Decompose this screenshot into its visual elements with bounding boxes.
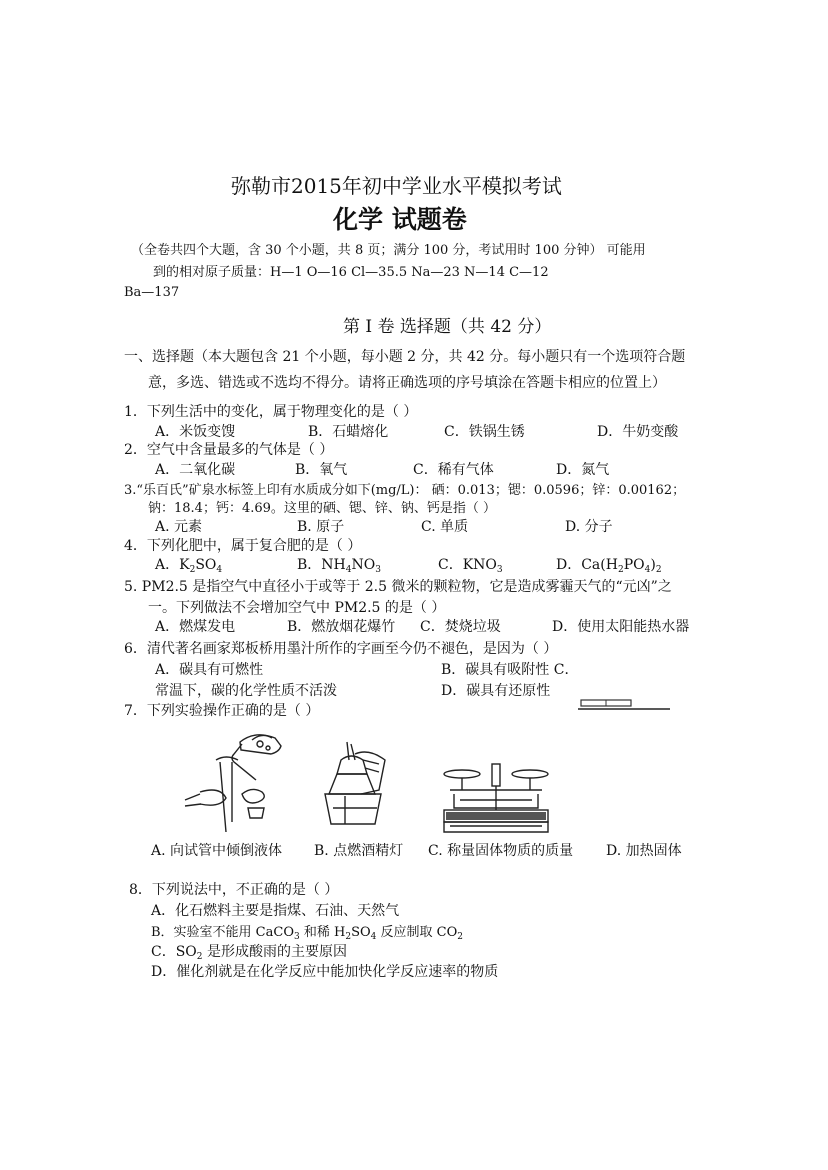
q5-option-d: D．使用太阳能热水器	[552, 619, 690, 635]
q8-b-mid3: 反应制取 CO	[376, 925, 458, 940]
q6-option-a: A．碳具有可燃性	[155, 662, 264, 678]
q2-option-b: B．氧气	[295, 462, 348, 478]
q7-option-a: A. 向试管中倾倒液体	[151, 843, 283, 859]
q4-b-sub1: 4	[345, 565, 352, 575]
q6-option-c: 常温下，碳的化学性质不活泼	[155, 683, 337, 699]
exam-note: （全卷共四个大题，含 30 个小题，共 8 页；满分 100 分，考试用时 100 分钟） 可能用	[131, 243, 646, 258]
q3-option-b: B. 原子	[297, 519, 345, 535]
q3-option-a: A. 元素	[155, 519, 203, 535]
q3-option-d: D. 分子	[565, 519, 613, 535]
q8-option-d: D．催化剂就是在化学反应中能加快化学反应速率的物质	[151, 964, 499, 980]
q1-option-a: A．米饭变馊	[155, 424, 236, 440]
q8-option-a: A．化石燃料主要是指煤、石油、天然气	[151, 903, 400, 919]
atomic-mass-line1: 到的相对原子质量：H—1 O—16 Cl—35.5 Na—23 N—14 C—12	[153, 265, 549, 280]
q8-b-mid2: SO	[351, 925, 371, 940]
q8-stem: 8．下列说法中，不正确的是（ ）	[129, 882, 339, 898]
q5-option-b: B．燃放烟花爆竹	[287, 619, 396, 635]
q4-a-mid: SO	[195, 557, 217, 573]
q4-a-text: A．K	[155, 557, 190, 573]
q8-c-text: C．SO	[151, 944, 197, 960]
pouring-liquid-figure	[180, 722, 290, 832]
q6-option-b: B．碳具有吸附性 C．	[441, 662, 579, 678]
q7-option-b: B. 点燃酒精灯	[314, 843, 404, 859]
q1-option-c: C．铁锅生锈	[444, 424, 525, 440]
q4-b-sub2: 3	[375, 565, 381, 575]
q2-option-c: C．稀有气体	[413, 462, 494, 478]
q3-stem-line1: 3.“乐百氏”矿泉水标签上印有水质成分如下(mg/L)： 硒：0.013；锶：0.0596；锌：0.00162；	[124, 483, 686, 498]
alcohol-lamp-figure	[315, 738, 395, 830]
q4-a-sub2: 4	[216, 565, 223, 575]
q7-option-c: C. 称量固体物质的质量	[428, 843, 574, 859]
q4-option-d	[556, 554, 662, 575]
q8-option-b	[151, 921, 463, 942]
q1-stem: 1．下列生活中的变化，属于物理变化的是（ ）	[124, 404, 418, 420]
q5-stem-line2: 一。下列做法不会增加空气中 PM2.5 的是（ ）	[148, 600, 446, 616]
q4-b-mid: NO	[351, 557, 376, 573]
q8-option-c	[151, 941, 347, 962]
q6-stem: 6．清代著名画家郑板桥用墨汁所作的字画至今仍不褪色，是因为（ ）	[124, 641, 558, 657]
q1-option-d: D．牛奶变酸	[597, 424, 679, 440]
scan-artifact	[578, 696, 672, 714]
q4-c-sub: 3	[496, 565, 503, 575]
q2-option-a: A．二氧化碳	[155, 462, 236, 478]
q8-b-sub1: 3	[294, 932, 300, 942]
q5-stem-line1: 5. PM2.5 是指空气中直径小于或等于 2.5 微米的颗粒物，它是造成雾霾天气的“元凶”之	[124, 579, 672, 595]
section-intro-line1: 一、选择题（本大题包含 21 个小题，每小题 2 分，共 42 分。每小题只有一个选项符合题	[124, 349, 686, 365]
q8-c-post: 是形成酸雨的主要原因	[202, 944, 347, 960]
q8-b-sub3: 4	[370, 932, 377, 942]
balance-scale-figure	[440, 760, 552, 838]
q8-b-text: B．实验室不能用 CaCO	[151, 925, 294, 940]
section-title: 第 I 卷 选择题（共 42 分）	[343, 317, 552, 337]
section-intro-line2: 意，多选、错选或不选均不得分。请将正确选项的序号填涂在答题卡相应的位置上）	[148, 375, 666, 391]
q4-d-sub3: 2	[655, 565, 662, 575]
q8-b-sub4: 2	[457, 932, 463, 942]
q4-d-end: )	[650, 557, 656, 573]
q7-option-d: D. 加热固体	[606, 843, 682, 859]
q4-d-sub2: 4	[644, 565, 651, 575]
q4-d-text: D．Ca(H	[556, 557, 618, 573]
q4-a-sub1: 2	[189, 565, 196, 575]
q4-option-c	[438, 554, 503, 575]
q3-stem-line2: 钠：18.4；钙：4.69。这里的硒、锶、锌、钠、钙是指（ ）	[148, 501, 497, 516]
q2-stem: 2．空气中含量最多的气体是（ ）	[124, 442, 334, 458]
q2-option-d: D．氮气	[556, 462, 610, 478]
q4-b-text: B．NH	[297, 557, 346, 573]
exam-subtitle: 化学 试题卷	[333, 205, 467, 234]
q4-option-b	[297, 554, 381, 575]
q8-c-sub: 2	[196, 952, 203, 962]
q8-b-mid: 和稀 H	[299, 925, 346, 940]
q5-option-a: A．燃煤发电	[155, 619, 236, 635]
atomic-mass-line2: Ba—137	[124, 285, 180, 300]
q7-stem: 7．下列实验操作正确的是（ ）	[124, 703, 320, 719]
q4-c-text: C．KNO	[438, 557, 497, 573]
q8-b-sub2: 2	[345, 932, 352, 942]
q3-option-c: C. 单质	[421, 519, 469, 535]
q4-option-a	[155, 554, 222, 575]
q4-stem: 4．下列化肥中，属于复合肥的是（ ）	[124, 538, 362, 554]
q1-option-b: B．石蜡熔化	[308, 424, 389, 440]
q5-option-c: C．焚烧垃圾	[420, 619, 501, 635]
q4-d-mid: PO	[623, 557, 645, 573]
q6-option-d: D．碳具有还原性	[441, 683, 551, 699]
q4-d-sub1: 2	[617, 565, 624, 575]
exam-title: 弥勒市2015年初中学业水平模拟考试	[231, 174, 562, 198]
